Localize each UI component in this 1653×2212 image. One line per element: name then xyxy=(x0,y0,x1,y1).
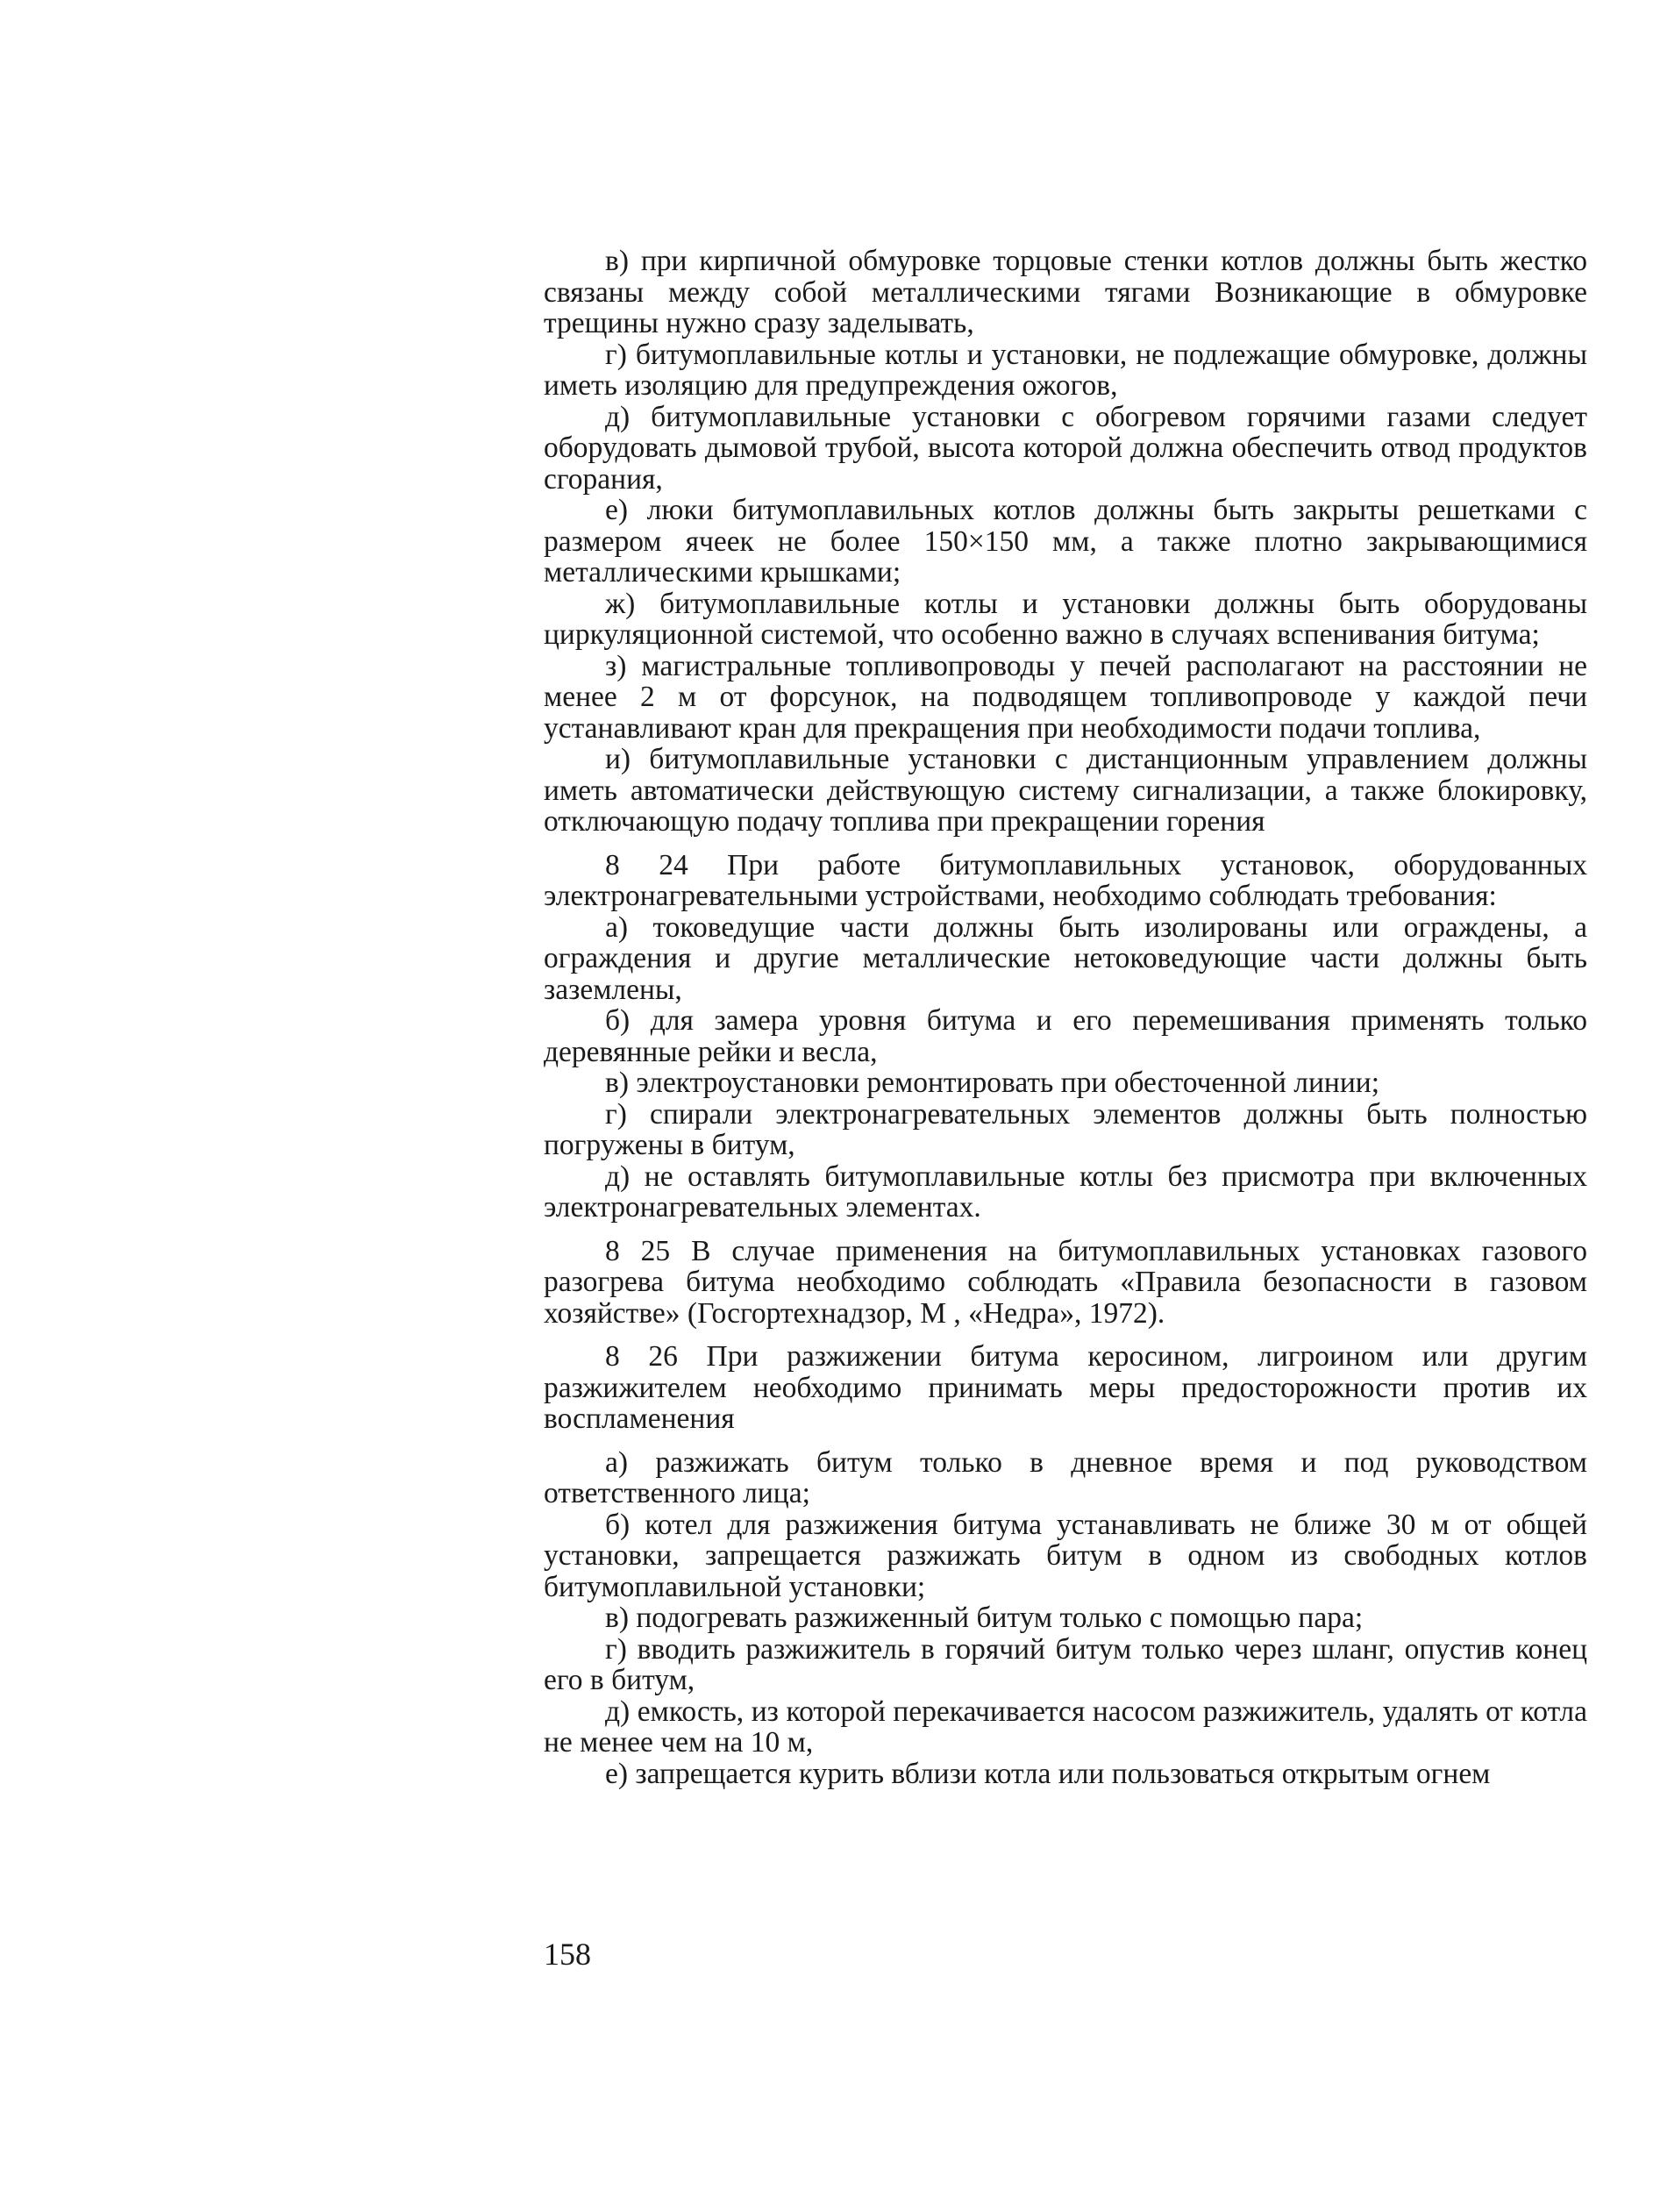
section-8-24-heading: 8 24 При работе битумоплавильных установок, оборудованных электронагревательными устройствами, необходимо соблюдать требования: xyxy=(544,848,1587,912)
paragraph-a-live-parts: а) токоведущие части должны быть изолированы или ограждены, а ограждения и другие металлические нетоковедующие части должны быть заземлены, xyxy=(544,910,1587,1006)
paragraph-v-steam-heating: в) подогревать разжиженный битум только с помощью пара; xyxy=(605,1602,1364,1634)
paragraph-zh-circulation: ж) битумоплавильные котлы и установки должны быть оборудованы циркуляционной системой, что особенно важно в случаях вспенивания битума; xyxy=(544,587,1587,651)
paragraph-e-no-smoking: е) запрещается курить вблизи котла или пользоваться открытым огнем xyxy=(605,1757,1491,1790)
paragraph-g-spirals: г) спирали электронагревательных элементов должны быть полностью погружены в битум, xyxy=(544,1097,1587,1161)
paragraph-d-chimney: д) битумоплавильные установки с обогревом горячими газами следует оборудовать дымовой трубой, высота которой должна обеспечить отвод продуктов сгорания, xyxy=(544,400,1587,496)
paragraph-b-measuring: б) для замера уровня битума и его перемешивания применять только деревянные рейки и весла, xyxy=(544,1004,1587,1068)
paragraph-d-supervision: д) не оставлять битумоплавильные котлы без присмотра при включенных электронагревательных элементах. xyxy=(544,1160,1587,1224)
paragraph-a-daytime: а) разжижать битум только в дневное время и под руководством ответственного лица; xyxy=(544,1445,1587,1509)
paragraph-i-remote-control: и) битумоплавильные установки с дистанционным управлением должны иметь автоматически действующую систему сигнализации, а также блокировку, отключающую подачу топлива при прекращении горения xyxy=(544,743,1587,838)
paragraph-g-hose: г) вводить разжижитель в горячий битум только через шланг, опустив конец его в битум, xyxy=(544,1632,1587,1696)
paragraph-v-brick-lining: в) при кирпичной обмуровке торцовые стенки котлов должны быть жестко связаны между собой металлическими тягами Возникающие в обмуровке трещины нужно сразу заделывать, xyxy=(544,245,1587,339)
paragraph-e-hatches: е) люки битумоплавильных котлов должны быть закрыты решетками с размером ячеек не более 150×150 мм, а также плотно закрывающимися металлическими крышками; xyxy=(544,494,1587,589)
document-body xyxy=(544,246,1587,1789)
paragraph-v-repair: в) электроустановки ремонтировать при обесточенной линии; xyxy=(605,1067,1380,1099)
page-number: 158 xyxy=(544,1937,591,1972)
paragraph-z-fuel-lines: з) магистральные топливопроводы у печей располагают на расстоянии не менее 2 м от форсунок, на подводящем топливопроводе у каждой печи устанавливают кран для прекращения при необходимости подачи топлива, xyxy=(544,649,1587,745)
paragraph-d-container-distance: д) емкость, из которой перекачивается насосом разжижитель, удалять от котла не менее чем на 10 м, xyxy=(544,1695,1587,1759)
paragraph-b-boiler-distance: б) котел для разжижения битума устанавливать не ближе 30 м от общей установки, запрещается разжижать битум в одном из свободных котлов битумоплавильной установки; xyxy=(544,1508,1587,1603)
section-8-26-heading: 8 26 При разжижении битума керосином, лигроином или другим разжижителем необходимо принимать меры предосторожности против их воспламенения xyxy=(544,1340,1587,1435)
section-8-25: 8 25 В случае применения на битумоплавильных установках газового разогрева битума необходимо соблюдать «Правила безопасности в газовом хозяйстве» (Госгортехнадзор, М , «Недра», 1972). xyxy=(544,1234,1587,1330)
paragraph-g-insulation: г) битумоплавильные котлы и установки, не подлежащие обмуровке, должны иметь изоляцию для предупреждения ожогов, xyxy=(544,338,1587,402)
